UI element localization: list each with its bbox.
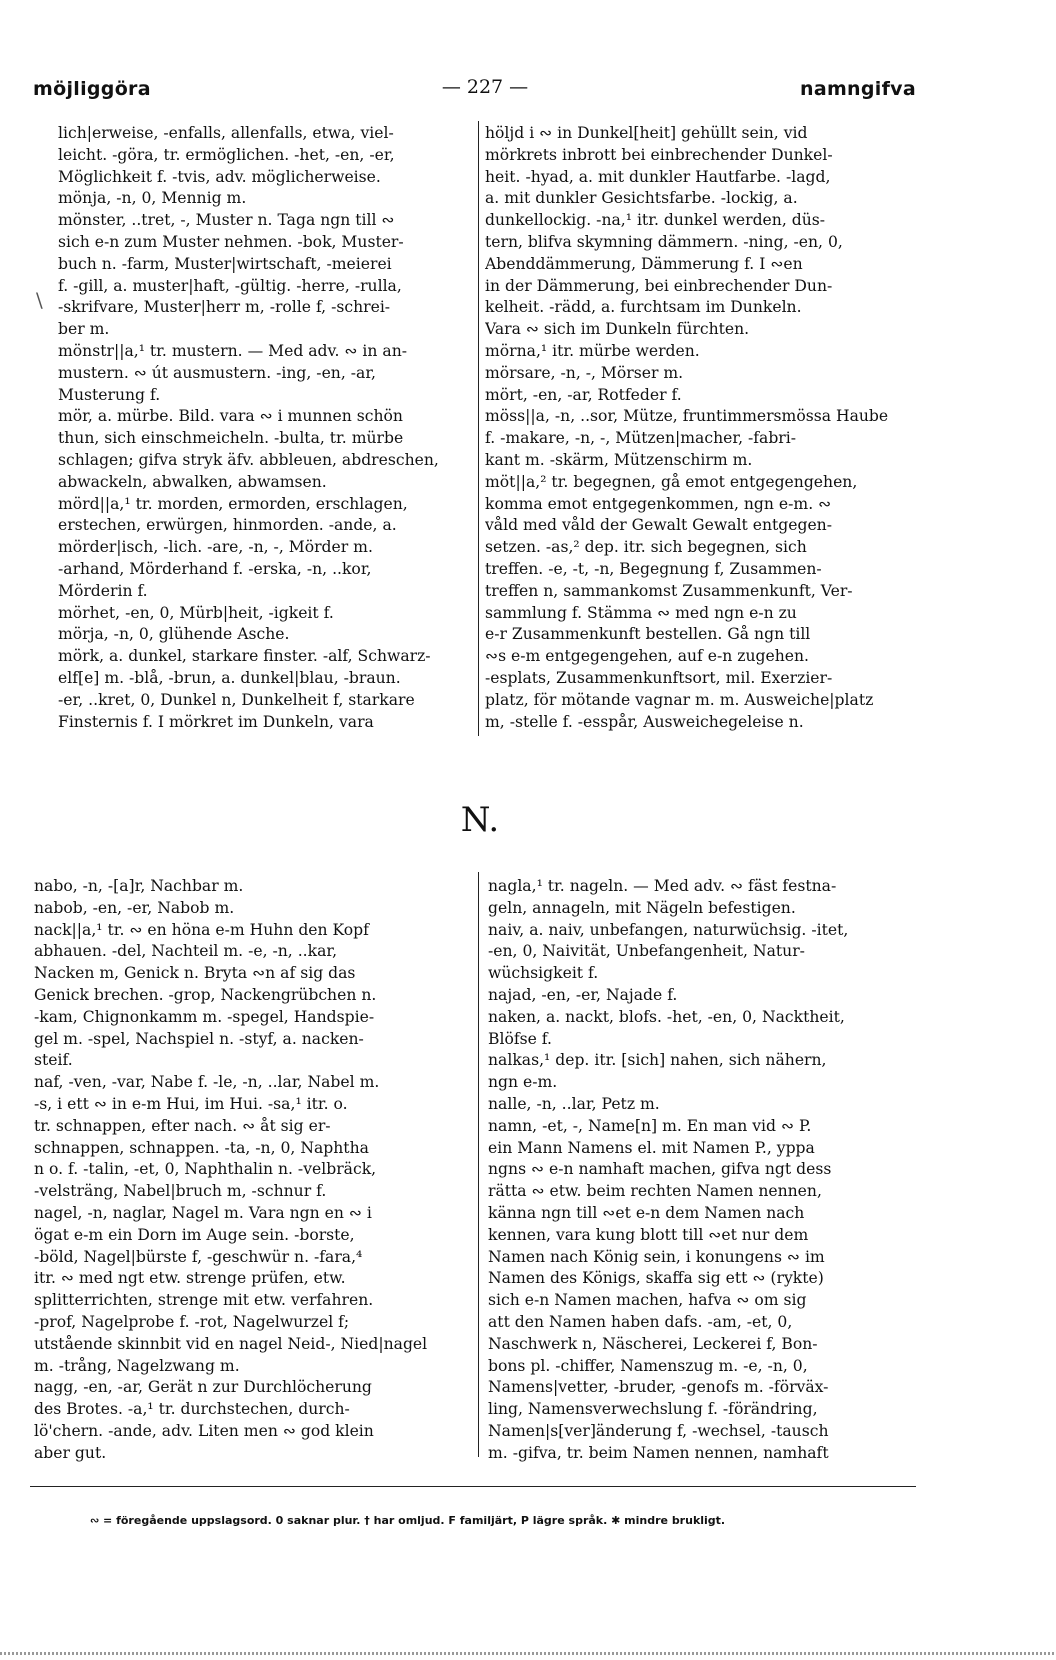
entry-line: nack||a,¹ tr. ∾ en höna e-m Huhn den Kopf	[34, 920, 369, 939]
column-bottom-left	[34, 876, 470, 1465]
entry-line: naf, -ven, -var, Nabe f. -le, -n, ..lar, Nabel m.	[34, 1073, 380, 1092]
entry-line: Vara ∾ sich im Dunkeln fürchten.	[485, 320, 750, 339]
entry-line: e-r Zusammenkunft bestellen. Gå ngn till	[485, 625, 811, 644]
entry-line: mörk, a. dunkel, starkare finster. -alf, Schwarz-	[58, 647, 431, 666]
entry-line: mörkrets inbrott bei einbrechender Dunkel-	[485, 145, 833, 164]
entry-line: f. -makare, -n, -, Mützen|macher, -fabri-	[485, 429, 797, 448]
entry-line: ögat e-m ein Dorn im Auge sein. -borste,	[34, 1225, 355, 1244]
entry-line: -böld, Nagel|bürste f, -geschwür n. -fara,⁴	[34, 1247, 363, 1266]
entry-line: treffen. -e, -t, -n, Begegnung f, Zusammen-	[485, 559, 822, 578]
entry-line: mört, -en, -ar, Rotfeder f.	[485, 385, 682, 404]
entry-line: aber gut.	[34, 1443, 107, 1462]
entry-line: abhauen. -del, Nachteil m. -e, -n, ..kar,	[34, 942, 338, 961]
entry-line: våld med våld der Gewalt Gewalt entgegen-	[485, 516, 832, 535]
entry-line: ling, Namensverwechslung f. -förändring,	[488, 1400, 818, 1419]
entry-line: tr. schnappen, efter nach. ∾ åt sig er-	[34, 1116, 331, 1135]
entry-line: setzen. -as,² dep. itr. sich begegnen, sich	[485, 538, 807, 557]
entry-line: leicht. -göra, tr. ermöglichen. -het, -en, -er,	[58, 145, 395, 164]
entry-line: höljd i ∾ in Dunkel[heit] gehüllt sein, vid	[485, 124, 808, 142]
column-divider-bottom	[478, 872, 479, 1457]
column-top-left	[58, 123, 470, 733]
entry-line: bons pl. -chiffer, Namenszug m. -e, -n, 0,	[488, 1356, 808, 1375]
abbreviation-legend: ∾ = föregående uppslagsord. 0 saknar plur. † har omljud. F familjärt, P lägre språk. ✱ mindre brukligt.	[90, 1514, 726, 1527]
entry-line: wüchsigkeit f.	[488, 964, 599, 983]
entry-line: -kam, Chignonkamm m. -spegel, Handspie-	[34, 1007, 375, 1026]
entry-line: nalle, -n, ..lar, Petz m.	[488, 1094, 660, 1113]
entry-line: Namen|s[ver]änderung f, -wechsel, -tausch	[488, 1421, 829, 1440]
entry-line: mönja, -n, 0, Mennig m.	[58, 189, 247, 208]
entry-line: -esplats, Zusammenkunftsort, mil. Exerzier-	[485, 668, 833, 687]
entry-line: thun, sich einschmeicheln. -bulta, tr. mürbe	[58, 429, 404, 448]
entry-line: -prof, Nagelprobe f. -rot, Nagelwurzel f;	[34, 1312, 350, 1331]
entry-line: kelheit. -rädd, a. furchtsam im Dunkeln.	[485, 298, 802, 317]
entry-line: nagg, -en, -ar, Gerät n zur Durchlöcherung	[34, 1378, 372, 1397]
entry-line: dunkellockig. -na,¹ itr. dunkel werden, düs-	[485, 211, 826, 230]
footer-rule	[30, 1486, 916, 1487]
entry-line: Naschwerk n, Näscherei, Leckerei f, Bon-	[488, 1334, 818, 1353]
entry-line: mörja, -n, 0, glühende Asche.	[58, 625, 290, 644]
entry-line: nabo, -n, -[a]r, Nachbar m.	[34, 877, 244, 895]
entry-line: -arhand, Mörderhand f. -erska, -n, ..kor,	[58, 559, 372, 578]
entry-line: mörder|isch, -lich. -are, -n, -, Mörder m.	[58, 538, 373, 557]
entry-line: ein Mann Namens el. mit Namen P., yppa	[488, 1138, 815, 1157]
entry-line: sich e-n Namen machen, hafva ∾ om sig	[488, 1291, 807, 1310]
entry-line: heit. -hyad, a. mit dunkler Hautfarbe. -lagd,	[485, 167, 831, 186]
entry-line: naiv, a. naiv, unbefangen, naturwüchsig. -itet,	[488, 920, 849, 939]
entry-line: ∾s e-m entgegengehen, auf e-n zugehen.	[485, 647, 810, 666]
entry-line: itr. ∾ med ngt etw. strenge prüfen, etw.	[34, 1269, 346, 1288]
entry-line: naken, a. nackt, blofs. -het, -en, 0, Nacktheit,	[488, 1007, 845, 1026]
entry-line: splitterrichten, strenge mit etw. verfahren.	[34, 1291, 374, 1310]
entry-line: mustern. ∾ út ausmustern. -ing, -en, -ar,	[58, 363, 377, 382]
entry-line: -velsträng, Nabel|bruch m, -schnur f.	[34, 1182, 327, 1201]
entry-line: -s, i ett ∾ in e-m Hui, im Hui. -sa,¹ itr. o.	[34, 1094, 348, 1113]
entry-line: att den Namen haben dafs. -am, -et, 0,	[488, 1312, 793, 1331]
entry-line: tern, blifva skymning dämmern. -ning, -en, 0,	[485, 232, 843, 251]
entry-line: -skrifvare, Muster|herr m, -rolle f, -schrei-	[58, 298, 391, 317]
stray-mark: \	[36, 288, 43, 312]
entry-line: nalkas,¹ dep. itr. [sich] nahen, sich nähern,	[488, 1051, 827, 1070]
entry-line: m. -trång, Nagelzwang m.	[34, 1356, 240, 1375]
entry-line: nagla,¹ tr. nageln. — Med adv. ∾ fäst festna-	[488, 877, 837, 895]
entry-line: mörhet, -en, 0, Mürb|heit, -igkeit f.	[58, 603, 334, 622]
entry-line: nabob, -en, -er, Nabob m.	[34, 898, 235, 917]
entry-line: schlagen; gifva stryk äfv. abbleuen, abdreschen,	[58, 450, 439, 469]
entry-line: möt||a,² tr. begegnen, gå emot entgegengehen,	[485, 472, 858, 491]
entry-line: n o. f. -talin, -et, 0, Naphthalin n. -velbräck,	[34, 1160, 377, 1179]
entry-line: Möglichkeit f. -tvis, adv. möglicherweise.	[58, 167, 381, 186]
entry-line: schnappen, schnappen. -ta, -n, 0, Naphtha	[34, 1138, 369, 1157]
entry-line: kennen, vara kung blott till ∾et nur dem	[488, 1225, 809, 1244]
running-head-left: möjliggöra	[33, 78, 151, 100]
entry-line: Finsternis f. I mörkret im Dunkeln, vara	[58, 712, 374, 731]
entry-line: mörna,¹ itr. mürbe werden.	[485, 341, 700, 360]
entry-line: abwackeln, abwalken, abwamsen.	[58, 472, 327, 491]
entry-line: Abenddämmerung, Dämmerung f. I ∾en	[485, 254, 803, 273]
running-head-right: namngifva	[800, 78, 916, 100]
entry-line: Musterung f.	[58, 385, 161, 404]
entry-line: ngn e-m.	[488, 1073, 558, 1092]
page-number: — 227 —	[441, 76, 529, 98]
entry-line: möss||a, -n, ..sor, Mütze, fruntimmersmössa Haube	[485, 407, 889, 426]
entry-line: kant m. -skärm, Mützenschirm m.	[485, 450, 753, 469]
entry-line: Namen des Königs, skaffa sig ett ∾ (rykte)	[488, 1269, 824, 1288]
entry-line: Genick brechen. -grop, Nackengrübchen n.	[34, 985, 377, 1004]
scan-edge	[0, 1652, 1056, 1655]
entry-line: geln, annageln, mit Nägeln befestigen.	[488, 898, 796, 917]
entry-line: Mörderin f.	[58, 581, 148, 600]
entry-line: mör, a. mürbe. Bild. vara ∾ i munnen schön	[58, 407, 403, 426]
entry-line: mönstr||a,¹ tr. mustern. — Med adv. ∾ in an-	[58, 341, 408, 360]
entry-line: mönster, ..tret, -, Muster n. Taga ngn till ∾	[58, 211, 395, 230]
entry-line: sich e-n zum Muster nehmen. -bok, Muster-	[58, 232, 404, 251]
entry-line: platz, för mötande vagnar m. m. Ausweiche|platz	[485, 690, 874, 709]
entry-line: rätta ∾ etw. beim rechten Namen nennen,	[488, 1182, 822, 1201]
entry-line: ngns ∾ e-n namhaft machen, gifva ngt dess	[488, 1160, 832, 1179]
section-letter: N.	[460, 800, 500, 840]
entry-line: buch n. -farm, Muster|wirtschaft, -meierei	[58, 254, 392, 273]
entry-line: erstechen, erwürgen, hinmorden. -ande, a.	[58, 516, 397, 535]
entry-line: mörd||a,¹ tr. morden, ermorden, erschlagen,	[58, 494, 408, 513]
entry-line: steif.	[34, 1051, 73, 1070]
entry-line: Namen nach König sein, i konungens ∾ im	[488, 1247, 825, 1266]
entry-line: mörsare, -n, -, Mörser m.	[485, 363, 684, 382]
column-bottom-right	[488, 876, 916, 1465]
entry-line: namn, -et, -, Name[n] m. En man vid ∾ P.	[488, 1116, 812, 1135]
entry-line: elf[e] m. -blå, -brun, a. dunkel|blau, -braun.	[58, 668, 401, 687]
column-divider-top	[478, 121, 479, 736]
entry-line: känna ngn till ∾et e-n dem Namen nach	[488, 1203, 805, 1222]
entry-line: in der Dämmerung, bei einbrechender Dun-	[485, 276, 833, 295]
entry-line: m. -gifva, tr. beim Namen nennen, namhaft	[488, 1443, 829, 1462]
entry-line: m, -stelle f. -esspår, Ausweichegeleise n.	[485, 712, 804, 731]
entry-line: ber m.	[58, 320, 110, 339]
entry-line: des Brotes. -a,¹ tr. durchstechen, durch-	[34, 1400, 350, 1419]
entry-line: komma emot entgegenkommen, ngn e-m. ∾	[485, 494, 832, 513]
entry-line: Namens|vetter, -bruder, -genofs m. -förväx-	[488, 1378, 829, 1397]
entry-line: lö'chern. -ande, adv. Liten men ∾ god klein	[34, 1421, 374, 1440]
entry-line: Blöfse f.	[488, 1029, 552, 1048]
entry-line: nagel, -n, naglar, Nagel m. Vara ngn en ∾ i	[34, 1203, 372, 1222]
entry-line: gel m. -spel, Nachspiel n. -styf, a. nacken-	[34, 1029, 364, 1048]
column-top-right	[485, 123, 915, 733]
entry-line: sammlung f. Stämma ∾ med ngn e-n zu	[485, 603, 797, 622]
entry-line: Nacken m, Genick n. Bryta ∾n af sig das	[34, 964, 356, 983]
entry-line: a. mit dunkler Gesichtsfarbe. -lockig, a.	[485, 189, 798, 208]
entry-line: lich|erweise, -enfalls, allenfalls, etwa, viel-	[58, 124, 394, 142]
entry-line: utstående skinnbit vid en nagel Neid-, Nied|nagel	[34, 1334, 428, 1353]
entry-line: -er, ..kret, 0, Dunkel n, Dunkelheit f, starkare	[58, 690, 415, 709]
entry-line: najad, -en, -er, Najade f.	[488, 985, 678, 1004]
entry-line: treffen n, sammankomst Zusammenkunft, Ver-	[485, 581, 853, 600]
entry-line: f. -gill, a. muster|haft, -gültig. -herre, -rulla,	[58, 276, 402, 295]
entry-line: -en, 0, Naivität, Unbefangenheit, Natur-	[488, 942, 805, 961]
